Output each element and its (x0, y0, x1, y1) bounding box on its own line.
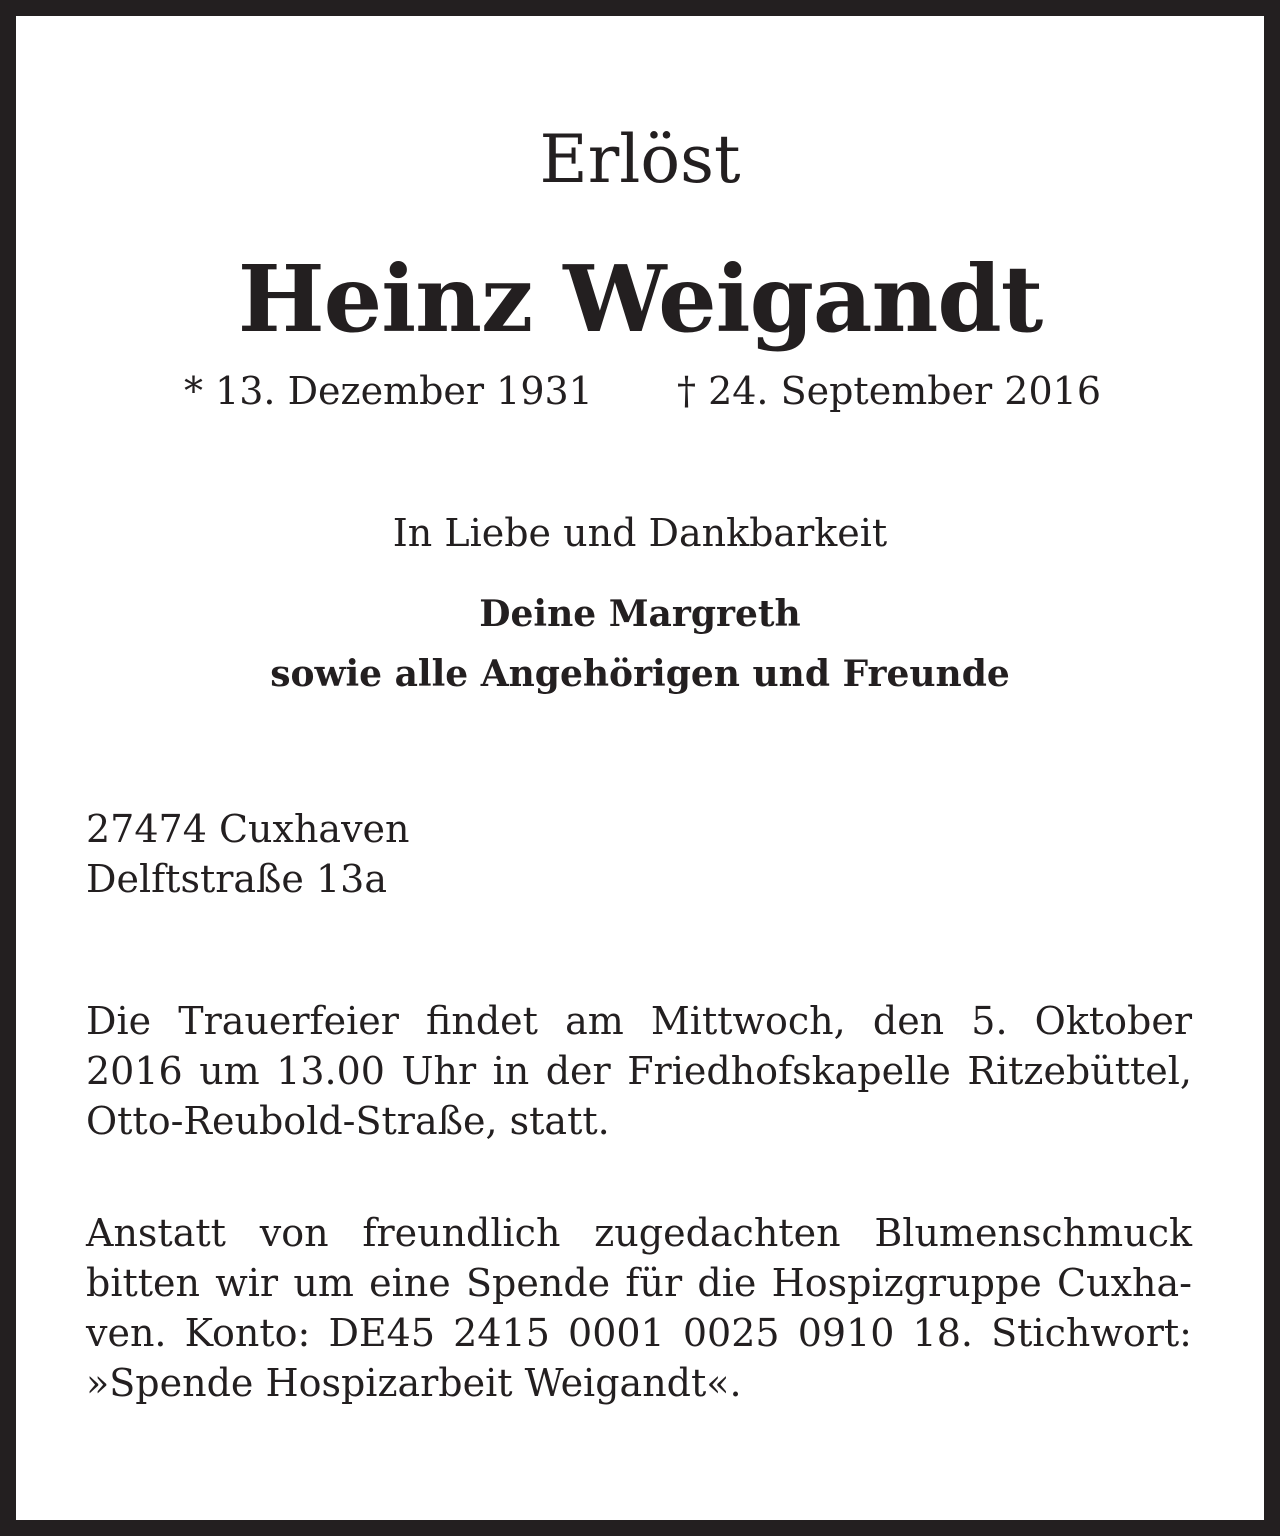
donation-line: Anstatt von freundlich zugedachten Blumenschmuck (86, 1211, 1192, 1255)
dedication-text: In Liebe und Dankbarkeit (392, 511, 888, 555)
address-city: 27474 Cuxhaven (86, 807, 410, 851)
funeral-line: Otto-Reubold-Straße, statt. (86, 1099, 610, 1143)
birth-date: * 13. Dezember 1931 (184, 369, 593, 413)
death-date: † 24. September 2016 (677, 369, 1101, 413)
donation-line: ven. Konto: DE45 2415 0001 0025 0910 18. Stichwort: (86, 1311, 1192, 1355)
donation-paragraph (86, 1208, 1192, 1408)
deceased-name: Heinz Weigandt (237, 245, 1043, 353)
donation-line: bitten wir um eine Spende für die Hospizgruppe Cuxha- (86, 1261, 1192, 1305)
signature-secondary: sowie alle Angehörigen und Freunde (270, 653, 1010, 695)
address-block (86, 804, 410, 904)
notice-heading: Erlöst (539, 121, 741, 198)
signature-primary: Deine Margreth (479, 593, 801, 635)
address-street: Delftstraße 13a (86, 857, 387, 901)
donation-line: »Spende Hospizarbeit Weigandt«. (86, 1361, 742, 1405)
funeral-line: Die Trauerfeier findet am Mittwoch, den 5. Oktober (86, 999, 1192, 1043)
life-dates (0, 366, 1280, 416)
funeral-line: 2016 um 13.00 Uhr in der Friedhofskapelle Ritzebüttel, (86, 1049, 1192, 1093)
funeral-paragraph (86, 996, 1192, 1146)
